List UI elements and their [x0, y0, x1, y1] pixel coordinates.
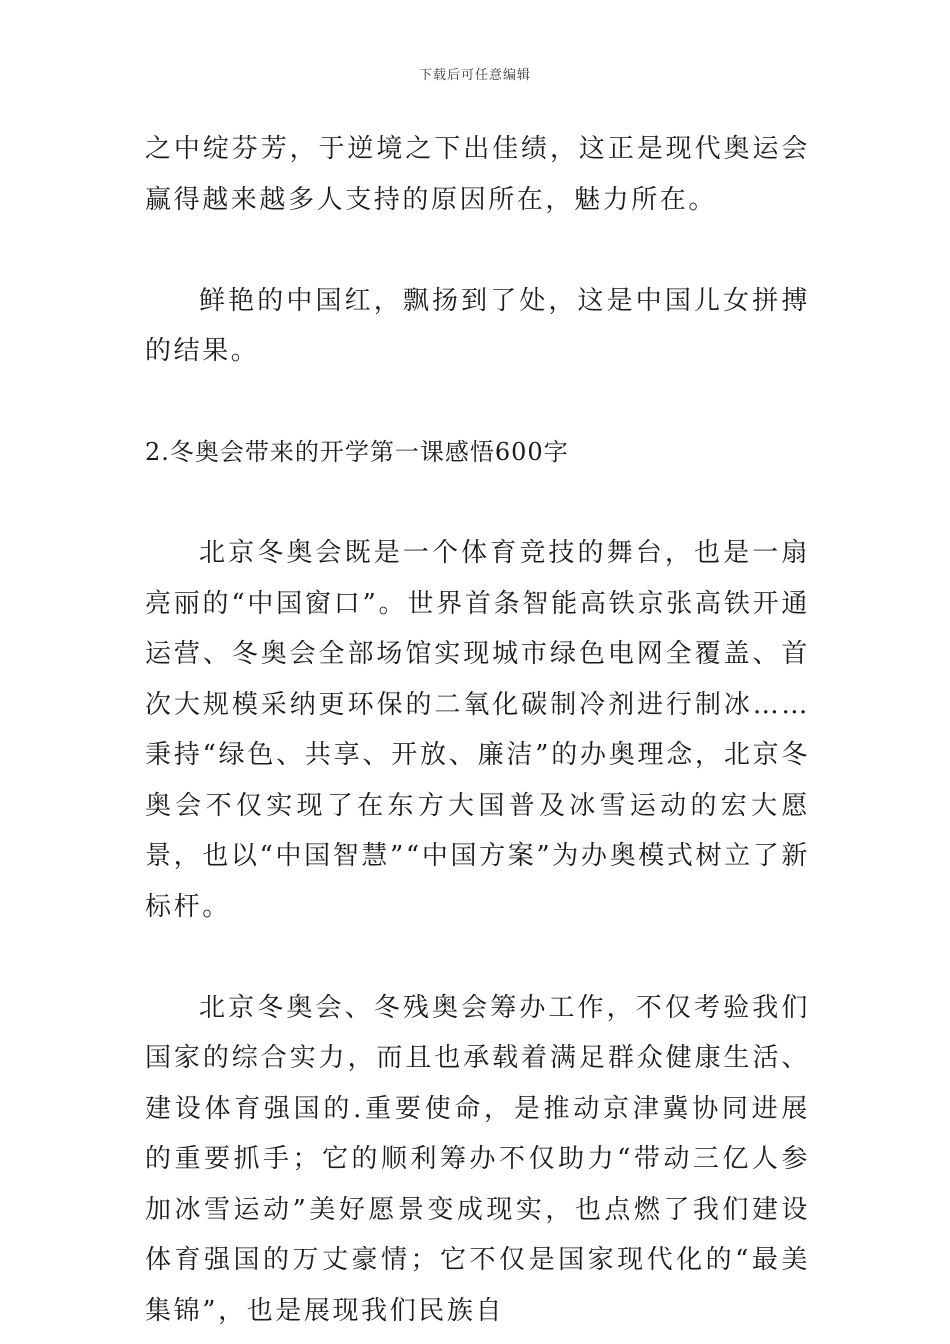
paragraph-spacer [145, 377, 810, 428]
page-header: 下载后可任意编辑 [418, 68, 531, 83]
paragraph-spacer [145, 225, 810, 276]
paragraph-china-window: 北京冬奥会既是一个体育竞技的舞台，也是一扇亮丽的“中国窗口”。世界首条智能高铁京张高铁开通运营、冬奥会全部场馆实现城市绿色电网全覆盖、首次大规模采纳更环保的二氧化碳制冷剂进行制冰……秉持“绿色、共享、开放、廉洁”的办奥理念，北京冬奥会不仅实现了在东方大国普及冰雪运动的宏大愿景，也以“中国智慧”“中国方案”为办奥模式树立了新标杆。 [145, 538, 810, 922]
section-heading: 2.冬奥会带来的开学第一课感悟600字 [145, 438, 569, 466]
paragraph-preparation-work: 北京冬奥会、冬残奥会筹办工作，不仅考验我们国家的综合实力，而且也承载着满足群众健康生活、建设体育强国的.重要使命，是推动京津冀协同进展的重要抓手；它的顺利筹办不仅助力“带动三亿人参加冰雪运动”美好愿景变成现实，也点燃了我们建设体育强国的万丈豪情；它不仅是国家现代化的“最美集锦”，也是展现我们民族自 [145, 992, 810, 1326]
paragraph-china-red: 鲜艳的中国红，飘扬到了处，这是中国儿女拼搏的结果。 [145, 285, 810, 366]
paragraph-spacer [145, 932, 810, 983]
paragraph-continuation: 之中绽芬芳，于逆境之下出佳绩，这正是现代奥运会赢得越来越多人支持的原因所在，魅力所在。 [145, 134, 810, 215]
document-body [145, 124, 810, 1336]
paragraph-spacer [145, 478, 810, 529]
